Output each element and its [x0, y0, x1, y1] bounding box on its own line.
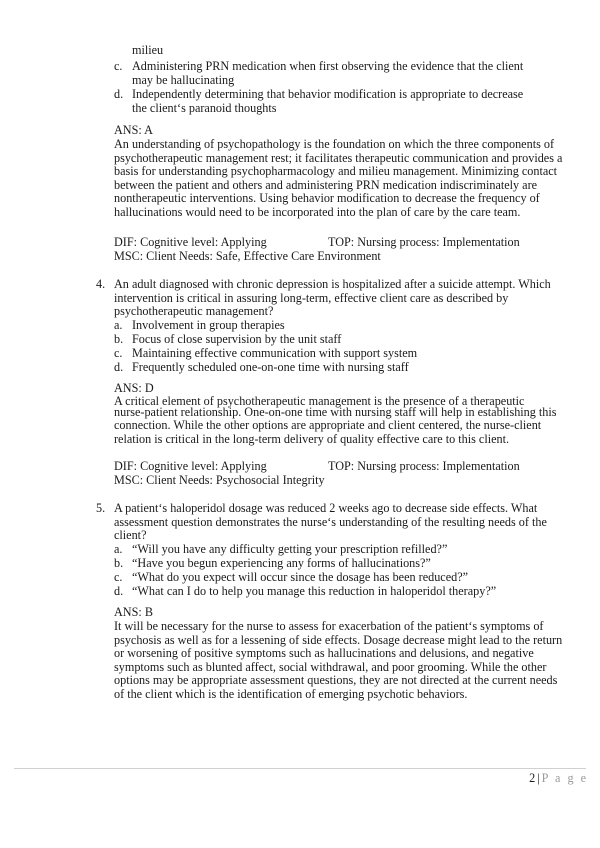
option-text: “What can I do to help you manage this reduction in haloperidol therapy?” [132, 584, 497, 598]
q3-msc: MSC: Client Needs: Safe, Effective Care Environment [114, 249, 381, 263]
q5-stem [114, 502, 566, 543]
option-letter: c. [114, 346, 123, 360]
q4-msc: MSC: Client Needs: Psychosocial Integrity [114, 473, 325, 487]
option-letter: d. [114, 360, 124, 374]
q4-dif: DIF: Cognitive level: Applying [114, 459, 267, 473]
rationale-line: symptoms such as blunted affect, social withdrawal, and poor grooming. While the other [114, 659, 547, 674]
q3-option-d-line2: the client‘s paranoid thoughts [132, 101, 277, 115]
option-text: Administering PRN medication when first observing the evidence that the client [132, 59, 524, 73]
rationale-line: between the patient and others and administering PRN medication indiscriminately are [114, 177, 538, 192]
stem-line: An adult diagnosed with chronic depression is hospitalized after a suicide attempt. Which [114, 277, 551, 291]
footer-divider [14, 768, 586, 769]
footer-separator: | [537, 771, 540, 785]
q4-rationale [114, 395, 566, 446]
q3-topic: TOP: Nursing process: Implementation [328, 235, 520, 249]
q3-dif: DIF: Cognitive level: Applying [114, 235, 267, 249]
q3-rationale [114, 138, 566, 220]
page-label: P a g e [541, 771, 588, 785]
rationale-line: nontherapeutic interventions. Using behavior modification to decrease the frequency of [114, 191, 540, 206]
option-letter: c. [114, 59, 123, 73]
rationale-line: It will be necessary for the nurse to assess for exacerbation of the patient‘s symptoms of [114, 619, 544, 633]
rationale-line: connection. While the other options are appropriate and client centered, the nurse-client [114, 418, 542, 433]
option-text: Maintaining effective communication with support system [132, 346, 418, 360]
q4-topic: TOP: Nursing process: Implementation [328, 459, 520, 473]
rationale-line: basis for understanding psychopharmacology and milieu management. Minimizing contact [114, 164, 558, 179]
option-letter: a. [114, 318, 123, 332]
stem-line: A patient‘s haloperidol dosage was reduced 2 weeks ago to decrease side effects. What [114, 501, 538, 515]
page-footer [529, 772, 588, 786]
rationale-line: nurse-patient relationship. One-on-one time with nursing staff will help in establishing this [114, 404, 557, 419]
q5-answer: ANS: B [114, 605, 153, 619]
option-letter: c. [114, 570, 123, 584]
rationale-line: of the client which is the identification of emerging psychotic behaviors. [114, 686, 468, 701]
rationale-line: or worsening of positive symptoms such as hallucinations and delusions, and negative [114, 646, 534, 661]
option-text: Focus of close supervision by the unit staff [132, 332, 342, 346]
option-letter: b. [114, 332, 124, 346]
stem-line: intervention is critical in assuring long-term, effective client care as described by [114, 290, 509, 305]
option-letter: d. [114, 584, 124, 598]
option-text: “Will you have any difficulty getting your prescription refilled?” [132, 542, 448, 556]
option-letter: a. [114, 542, 123, 556]
q4-number: 4. [96, 277, 106, 291]
q4-answer: ANS: D [114, 381, 154, 395]
option-text: “Have you begun experiencing any forms of hallucinations?” [132, 556, 431, 570]
stem-line: client? [114, 528, 147, 543]
option-text: “What do you expect will occur since the dosage has been reduced?” [132, 570, 469, 584]
stem-line: psychotherapeutic management? [114, 304, 274, 319]
q3-answer: ANS: A [114, 123, 153, 137]
option-text: Independently determining that behavior modification is appropriate to decrease [132, 87, 524, 101]
q3-option-b-continuation: milieu [132, 43, 164, 57]
option-letter: d. [114, 87, 124, 101]
rationale-line: relation is critical in the long-term delivery of quality effective care to this client. [114, 431, 510, 446]
rationale-line: A critical element of psychotherapeutic management is the presence of a therapeutic [114, 394, 525, 408]
q5-number: 5. [96, 501, 106, 515]
option-letter: b. [114, 556, 124, 570]
option-text: Frequently scheduled one-on-one time with nursing staff [132, 360, 409, 374]
page-number: 2 [529, 771, 536, 785]
rationale-line: hallucinations would need to be incorporated into the plan of care by the care team. [114, 204, 521, 219]
rationale-line: An understanding of psychopathology is the foundation on which the three components of [114, 137, 555, 151]
option-text: Involvement in group therapies [132, 318, 285, 332]
rationale-line: psychotherapeutic management rest; it facilitates therapeutic communication and provides a [114, 150, 563, 165]
stem-line: assessment question demonstrates the nurse‘s understanding of the resulting needs of the [114, 514, 547, 529]
rationale-line: options may be appropriate assessment questions, they are not directed at the current needs [114, 673, 558, 688]
q4-stem [114, 278, 566, 319]
q5-rationale [114, 620, 566, 702]
rationale-line: psychosis as well as for a lessening of side effects. Dosage decrease might lead to the return [114, 632, 563, 647]
q3-option-c-line2: may be hallucinating [132, 73, 235, 87]
